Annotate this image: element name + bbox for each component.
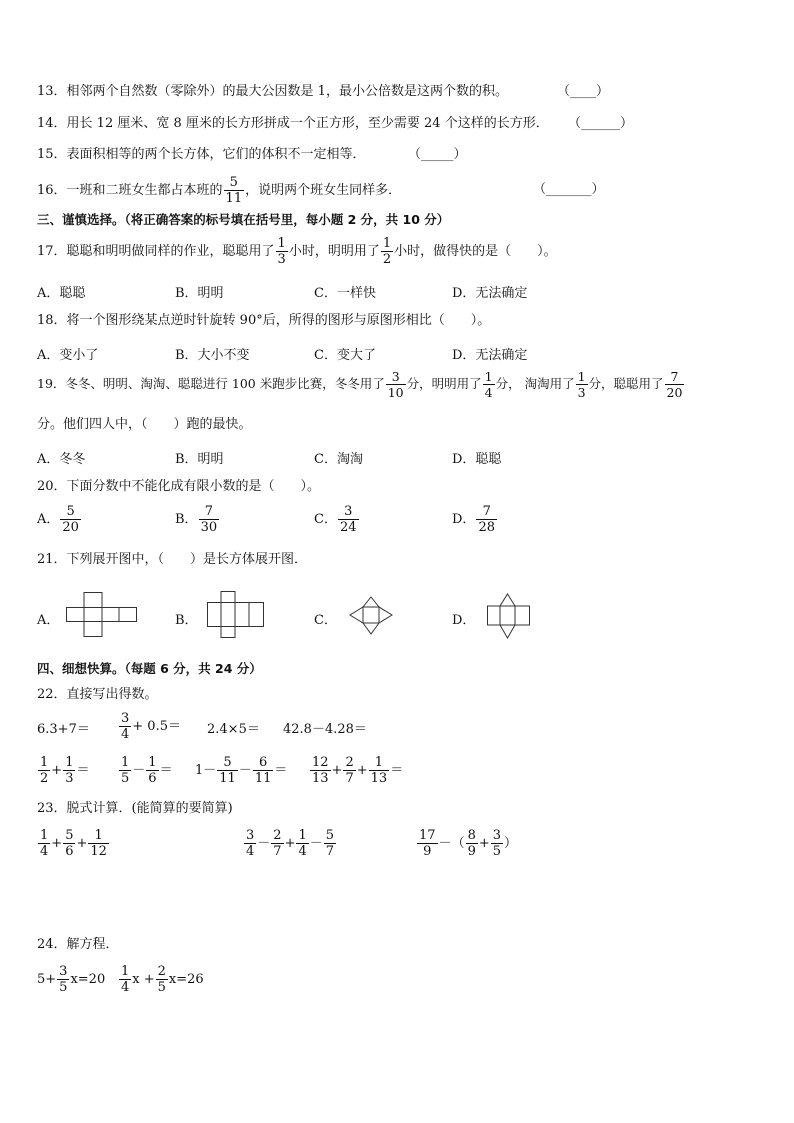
q20-label-c: C． — [314, 512, 337, 527]
q22-expr-8: $\frac{12}{13}$ + $\frac{2}{7}$ + $\frac{1}{13}$ ＝ — [312, 755, 404, 786]
q17-pre: 17．聪聪和明明做同样的作业，聪聪用了 — [37, 244, 275, 259]
q19-frac-4: $\frac{7}{20}$ — [666, 369, 683, 400]
q21-net-b — [207, 591, 265, 639]
q21-text: 21．下列展开图中，（ ）是长方体展开图． — [37, 552, 308, 567]
q19-option-d[interactable]: D．聪聪 — [452, 452, 502, 467]
q22-expr-5: $\frac{1}{2}$ + $\frac{1}{3}$ ＝ — [40, 755, 90, 786]
q16-blank[interactable]: （_______） — [533, 182, 605, 197]
q18-option-a[interactable]: A．变小了 — [37, 348, 99, 363]
q19-t1: 分，明明用了 — [406, 376, 482, 391]
q14-blank[interactable]: （______） — [568, 116, 634, 131]
q22-expr-2-frac: $\frac{3}{4}$ — [121, 711, 130, 742]
section-3-heading: 三、谨慎选择。（将正确答案的标号填在括号里，每小题 2 分，共 10 分） — [37, 212, 450, 227]
q17-option-d[interactable]: D．无法确定 — [452, 286, 528, 301]
q22-expr-4: 42.8－4.28＝ — [283, 722, 367, 737]
q17-frac-2: $\frac{1}{2}$ — [382, 236, 392, 267]
q20-text: 20．下面分数中不能化成有限小数的是（ ）。 — [37, 479, 321, 494]
q16-fraction: $\frac{5}{11}$ — [225, 175, 243, 206]
q19-line-2: 分。他们四人中，（ ）跑的最快。 — [37, 417, 252, 432]
q17-post: 小时，做得快的是（ ）。 — [394, 244, 557, 259]
q19-option-c[interactable]: C．淘淘 — [314, 452, 363, 467]
q24-eq-2: $\frac{1}{4}$ x + $\frac{2}{5}$ x=26 — [121, 964, 204, 995]
q21-label-a[interactable]: A． — [37, 613, 60, 628]
q22-expr-3: 2.4×5＝ — [207, 722, 260, 737]
q20-frac-d: $\frac{7}{28}$ — [478, 504, 495, 535]
q13-blank[interactable]: （____） — [557, 84, 610, 99]
q21-net-d — [487, 593, 531, 639]
q20-option-a[interactable] — [37, 504, 82, 535]
q24-title: 24．解方程． — [37, 937, 119, 952]
q18-option-c[interactable]: C．变大了 — [314, 348, 376, 363]
q20-label-a: A． — [37, 512, 60, 527]
q19-frac-1: $\frac{3}{10}$ — [387, 369, 404, 400]
q17-option-b[interactable]: B．明明 — [175, 286, 224, 301]
q22-expr-7: 1－ $\frac{5}{11}$ － $\frac{6}{11}$ ＝ — [195, 755, 288, 786]
q19-t2: 分， 淘淘用了 — [495, 376, 575, 391]
q18-option-d[interactable]: D．无法确定 — [452, 348, 528, 363]
q21-label-c[interactable]: C． — [314, 613, 337, 628]
q22-expr-2-tail: + 0.5＝ — [132, 719, 181, 734]
q22-expr-6: $\frac{1}{5}$ － $\frac{1}{6}$ ＝ — [121, 755, 173, 786]
q20-frac-b: $\frac{7}{30}$ — [200, 504, 218, 535]
q17-option-a[interactable]: A．聪聪 — [37, 286, 86, 301]
q23-title: 23．脱式计算．(能简算的要简算) — [37, 801, 233, 816]
q17-option-c[interactable]: C．一样快 — [314, 286, 376, 301]
q19-option-a[interactable]: A．冬冬 — [37, 452, 86, 467]
q22-title: 22．直接写出得数。 — [37, 687, 158, 702]
q17-mid: 小时，明明用了 — [288, 244, 380, 259]
q23-expr-3: $\frac{17}{9}$ －（ $\frac{8}{9}$ + $\frac{3}{5}$ ） — [419, 828, 518, 859]
q19-line — [37, 369, 685, 400]
q18-option-b[interactable]: B．大小不变 — [175, 348, 250, 363]
q19-pre: 19．冬冬、明明、淘淘、聪聪进行 100 米跑步比赛，冬冬用了 — [37, 376, 385, 391]
q15-text: 15．表面积相等的两个长方体，它们的体积不一定相等． — [37, 147, 366, 162]
q21-label-d[interactable]: D． — [452, 613, 476, 628]
q19-frac-2: $\frac{1}{4}$ — [484, 369, 493, 400]
q20-label-b: B． — [175, 512, 198, 527]
q21-net-c — [349, 596, 393, 636]
q20-option-d[interactable] — [452, 504, 498, 535]
q20-frac-a: $\frac{5}{20}$ — [62, 504, 79, 535]
q20-option-c[interactable] — [314, 504, 360, 535]
q23-expr-2: $\frac{3}{4}$ － $\frac{2}{7}$ + $\frac{1}{4}$ － $\frac{5}{7}$ — [246, 828, 335, 859]
section-4-heading: 四、细想快算。（每题 6 分，共 24 分） — [37, 661, 262, 676]
q19-t3: 分，聪聪用了 — [588, 376, 664, 391]
q22-expr-2 — [118, 711, 181, 742]
q22-expr-1: 6.3+7＝ — [37, 722, 90, 737]
q19-frac-3: $\frac{1}{3}$ — [577, 369, 586, 400]
q20-option-b[interactable] — [175, 504, 220, 535]
q24-eq-1: 5+ $\frac{3}{5}$ x=20 — [37, 964, 106, 995]
q19-option-b[interactable]: B．明明 — [175, 452, 224, 467]
q20-frac-c: $\frac{3}{24}$ — [339, 504, 357, 535]
q23-expr-1: $\frac{1}{4}$ + $\frac{5}{6}$ + $\frac{1}{12}$ — [40, 828, 107, 859]
q17-frac-1: $\frac{1}{3}$ — [277, 236, 286, 267]
q21-net-a — [66, 592, 138, 638]
q18-text: 18．将一个图形绕某点逆时针旋转 90°后，所得的图形与原图形相比（ ）。 — [37, 313, 491, 328]
q13-text: 13．相邻两个自然数（零除外）的最大公因数是 1，最小公倍数是这两个数的积。 — [37, 84, 508, 99]
q16-post: ，说明两个班女生同样多． — [245, 183, 402, 198]
q16-line — [37, 175, 401, 206]
q21-label-b[interactable]: B． — [175, 613, 198, 628]
q17-line — [37, 236, 557, 267]
q16-pre: 16．一班和二班女生都占本班的 — [37, 183, 223, 198]
q15-blank[interactable]: （_____） — [408, 147, 467, 162]
q20-label-d: D． — [452, 512, 476, 527]
q14-text: 14．用长 12 厘米、宽 8 厘米的长方形拼成一个正方形，至少需要 24 个这样的长方形． — [37, 116, 549, 131]
